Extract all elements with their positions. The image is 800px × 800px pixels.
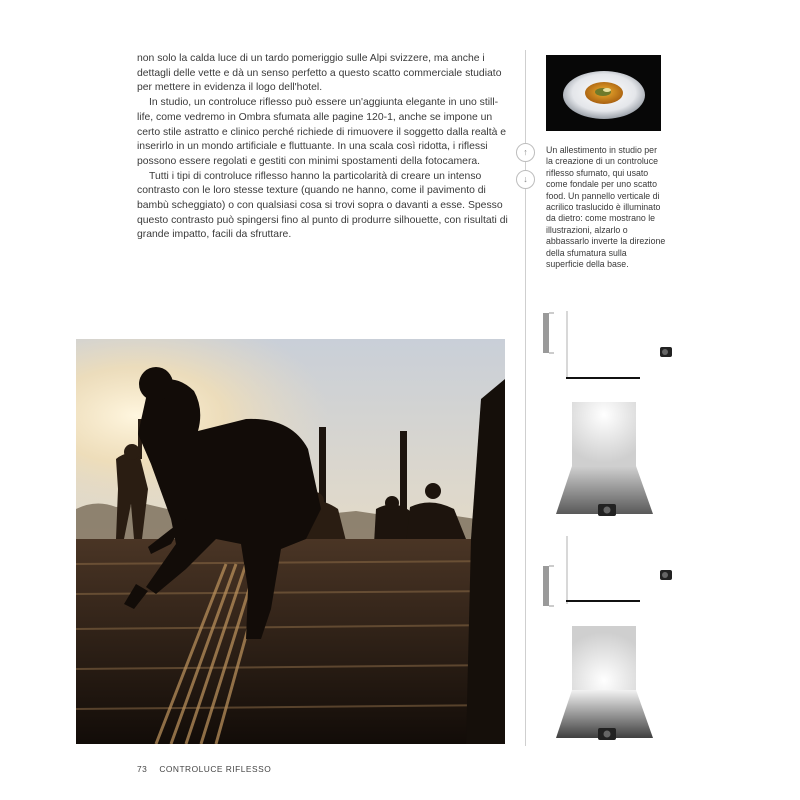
paragraph-3: Tutti i tipi di controluce riflesso hanno la particolarità di creare un intenso contrasto con le loro stesse texture (quando ne hanno, come il pavimento di bambù scheggiato) o con qualsiasi cosa si trovi sopra o davanti a esse. Spesso questo contrasto può spingersi fino al punto di produrre silhouette, con risultati di grande impatto, facili da sfruttare. [137,170,508,241]
page-footer [137,764,271,774]
arrow-down-icon: ↓ [516,170,535,189]
body-text [137,52,509,243]
paragraph-1: non solo la calda luce di un tardo pomeriggio sulle Alpi svizzere, ma anche i dettagli delle vette e dà un senso perfetto a questo scatto commerciale studiato per mettere in evidenza il logo dell'hotel. [137,53,502,94]
lighting-diagram-front-1 [556,400,656,527]
page-number: 73 [137,764,148,774]
lighting-diagram-side-2 [540,530,680,615]
section-title: CONTROLUCE RIFLESSO [159,764,272,774]
food-thumbnail [546,55,661,131]
sidebar-caption: Un allestimento in studio per la creazione di un controluce riflesso sfumato, qui usato come fondale per uno scatto food. Un pannello verticale di acrilico traslucido è illuminato da dietro: come mostrano le illustrazioni, alzarlo o abbassarlo inverte la direzione della sfumatura sulla superficie della base. [546,145,666,270]
arrow-up-icon: ↑ [516,143,535,162]
lighting-diagram-front-2 [556,624,656,751]
main-photograph [76,339,505,744]
lighting-diagram-side-1 [540,305,680,390]
paragraph-2: In studio, un controluce riflesso può essere un'aggiunta elegante in uno still-life, come vedremo in Ombra sfumata alle pagine 120-1, anche se impone un certo stile astratto e clinico perché richiede di rimuovere il soggetto dalla realtà e inserirlo in un mondo artificiale e fluttuante. In una scala così ridotta, i riflessi possono essere regolati e gestiti con minimi spostamenti della fotocamera. [137,97,507,167]
